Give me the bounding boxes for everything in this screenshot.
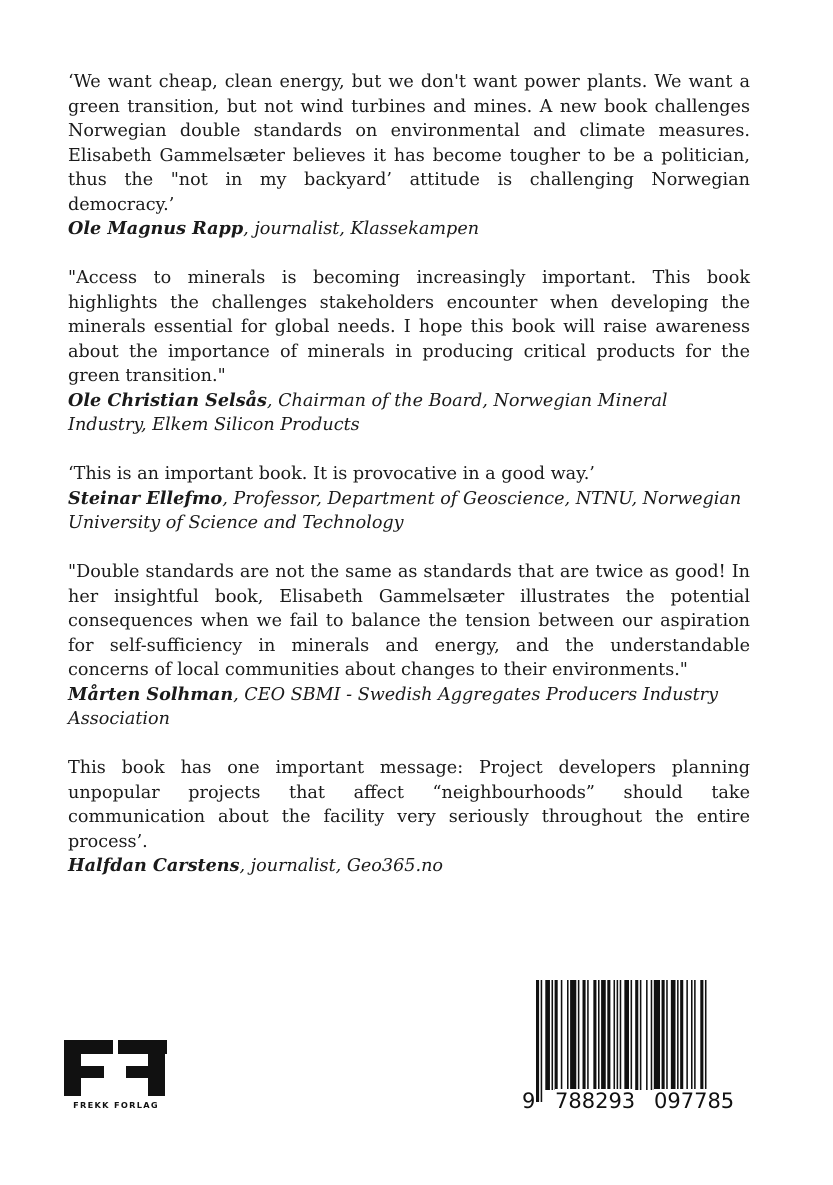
barcode-bar	[552, 980, 554, 1090]
barcode-bar	[694, 980, 696, 1090]
barcode-bar	[646, 980, 648, 1090]
barcode-bar	[601, 980, 606, 1090]
author-name: Halfdan Carstens	[68, 855, 240, 876]
barcode-bar	[570, 980, 576, 1090]
quote-text: ‘This is an important book. It is provocative in a good way.’	[68, 464, 595, 484]
barcode-digits-group1: 788293	[555, 1089, 636, 1113]
attribution	[68, 683, 750, 732]
author-role: , Chairman of the Board, Norwegian Mineral Industry, Elkem Silicon Products	[68, 390, 668, 435]
barcode-bar	[578, 980, 580, 1090]
barcode-bar	[587, 980, 589, 1090]
endorsement	[68, 756, 750, 879]
endorsement	[68, 70, 750, 242]
barcode-bar	[635, 980, 638, 1090]
barcode-bar	[555, 980, 558, 1090]
author-name: Ole Magnus Rapp	[68, 218, 244, 239]
attribution	[68, 854, 750, 879]
quote-text: ‘We want cheap, clean energy, but we don't want power plants. We want a green transition, but not wind turbines and mines. A new book challenges Norwegian double standards on environmental and climate measures. Elisabeth Gammelsæter believes it has become tougher to be a politician, thus the "not in my backyard’ attitude is challenging Norwegian democracy.’	[68, 72, 750, 215]
barcode-bar	[686, 980, 688, 1090]
author-role: , CEO SBMI - Swedish Aggregates Producers Industry Association	[68, 684, 719, 729]
barcode-bar	[545, 980, 550, 1090]
isbn-digits	[516, 1089, 751, 1113]
barcode-bar	[620, 980, 622, 1102]
barcode-bar	[671, 980, 676, 1090]
attribution	[68, 217, 750, 242]
barcode-bar	[662, 980, 665, 1090]
attribution	[68, 487, 750, 536]
barcode-bar	[593, 980, 596, 1090]
barcode-bar	[614, 980, 616, 1090]
author-name: Ole Christian Selsås	[68, 389, 267, 411]
barcode-bar	[607, 980, 610, 1090]
barcode-bar	[567, 980, 569, 1090]
barcode-bar	[677, 980, 679, 1090]
quote-text: "Access to minerals is becoming increasingly important. This book highlights the challenges stakeholders encounter when developing the minerals essential for global needs. I hope this book will raise awareness about the importance of minerals in producing critical products for the green transition."	[68, 268, 750, 386]
barcode-bar	[705, 980, 707, 1102]
barcode-bar	[541, 980, 543, 1102]
quote-text: "Double standards are not the same as standards that are twice as good! In her insightful book, Elisabeth Gammelsæter illustrates the potential consequences when we fail to balance the tension between our aspiration for self-sufficiency in minerals and energy, and the understandable concerns of local communities about changes to their environments."	[68, 562, 750, 680]
barcode-bar	[666, 980, 668, 1090]
barcode-bar	[583, 980, 586, 1090]
author-role: , Professor, Department of Geoscience, NTNU, Norwegian University of Science and Technology	[68, 488, 742, 533]
barcode-bar	[561, 980, 563, 1090]
barcode-bar	[598, 980, 600, 1090]
attribution	[68, 389, 750, 438]
barcode-digit-first: 9	[522, 1089, 536, 1113]
endorsement	[68, 266, 750, 438]
barcode-bar	[631, 980, 633, 1090]
barcode-bar	[640, 980, 642, 1090]
barcode-digits-group2: 097785	[654, 1089, 735, 1113]
author-name: Mårten Solhman	[68, 683, 234, 705]
barcode-bar	[654, 980, 660, 1090]
barcode-bar	[691, 980, 693, 1090]
endorsement	[68, 462, 750, 536]
quote-text: This book has one important message: Project developers planning unpopular projects that affect “neighbourhoods” should take communication about the facility very seriously throughout the entire process’.	[68, 758, 750, 852]
barcode-bar	[651, 980, 653, 1090]
author-role: , journalist, Geo365.no	[239, 856, 443, 876]
publisher-name: FREKK FORLAG	[73, 1100, 159, 1110]
endorsement	[68, 560, 750, 732]
barcode-bar	[617, 980, 619, 1090]
barcode-bar	[680, 980, 683, 1090]
barcode-bar	[536, 980, 539, 1102]
author-role: , journalist, Klassekampen	[243, 219, 480, 239]
barcode-bar	[700, 980, 703, 1102]
endorsements	[68, 70, 750, 903]
barcode-bar	[624, 980, 629, 1102]
author-name: Steinar Ellefmo	[68, 487, 223, 509]
